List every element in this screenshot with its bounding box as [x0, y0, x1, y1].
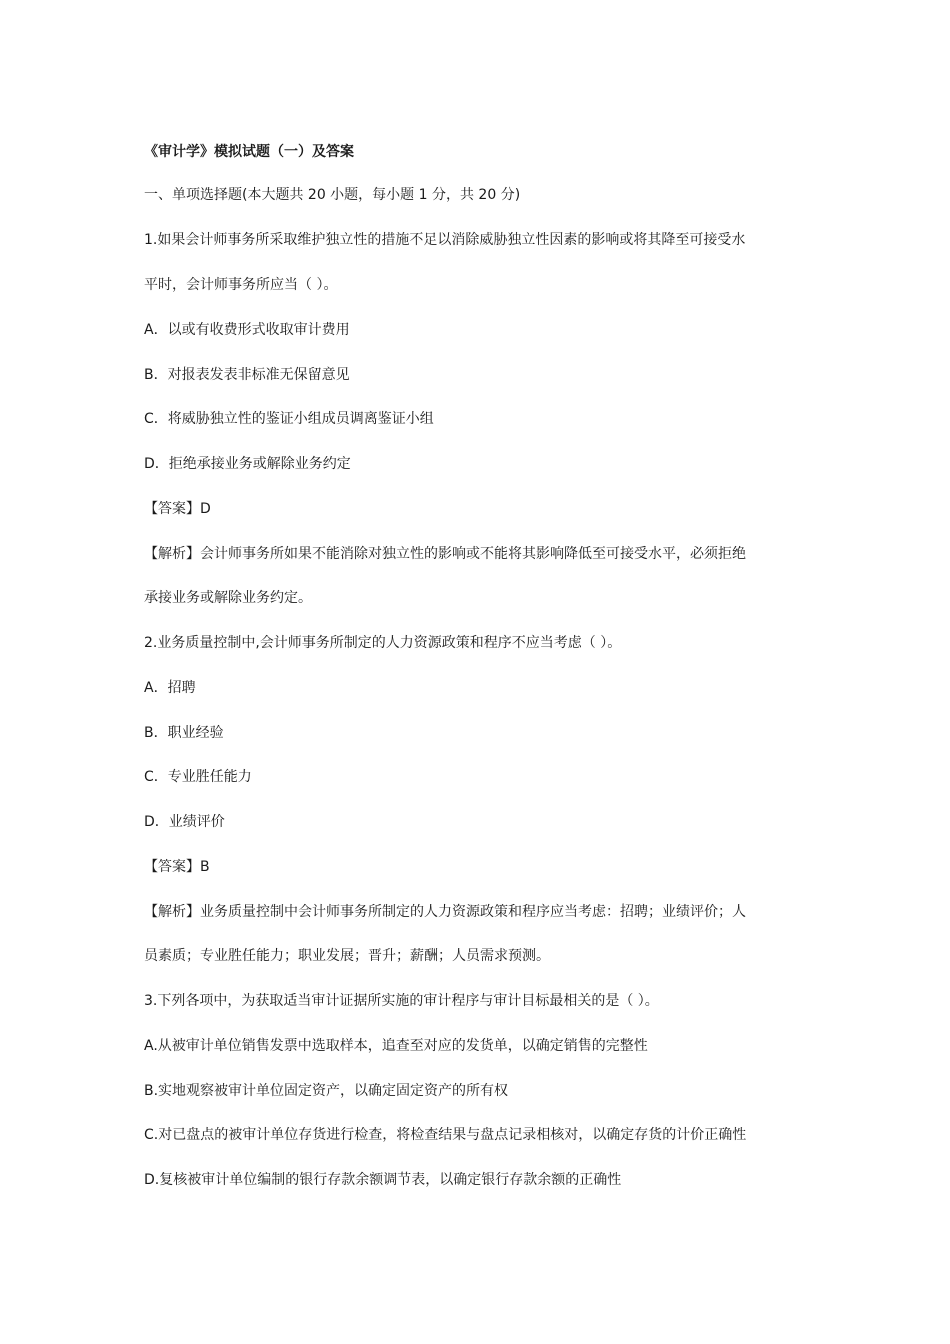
section-heading: 一、单项选择题(本大题共 20 小题，每小题 1 分，共 20 分): [144, 187, 521, 203]
document-title: 《审计学》模拟试题（一）及答案: [144, 144, 354, 160]
question-1-stem-line-1: 1.如果会计师事务所采取维护独立性的措施不足以消除威胁独立性因素的影响或将其降至可接受水: [144, 232, 746, 248]
question-1-analysis-line-1: 【解析】会计师事务所如果不能消除对独立性的影响或不能将其影响降低至可接受水平，必须拒绝: [144, 546, 746, 562]
question-1-stem-line-2: 平时，会计师事务所应当（ ）。: [144, 277, 338, 293]
question-2-option-a: A．招聘: [144, 680, 196, 696]
question-3-option-d: D.复核被审计单位编制的银行存款余额调节表，以确定银行存款余额的正确性: [144, 1172, 622, 1188]
question-3-option-c: C.对已盘点的被审计单位存货进行检查，将检查结果与盘点记录相核对，以确定存货的计价正确性: [144, 1127, 747, 1143]
question-2-answer: 【答案】B: [144, 859, 210, 875]
question-1-option-a: A．以或有收费形式收取审计费用: [144, 322, 350, 338]
question-3-option-b: B.实地观察被审计单位固定资产，以确定固定资产的所有权: [144, 1083, 509, 1099]
question-2-option-b: B．职业经验: [144, 725, 224, 741]
question-2-analysis-line-1: 【解析】业务质量控制中会计师事务所制定的人力资源政策和程序应当考虑：招聘；业绩评价；人: [144, 904, 746, 920]
question-3-option-a: A.从被审计单位销售发票中选取样本，追查至对应的发货单，以确定销售的完整性: [144, 1038, 648, 1054]
question-2-stem: 2.业务质量控制中,会计师事务所制定的人力资源政策和程序不应当考虑（ ）。: [144, 635, 622, 651]
question-1-option-b: B．对报表发表非标准无保留意见: [144, 367, 350, 383]
question-1-answer: 【答案】D: [144, 501, 211, 517]
question-1-option-c: C．将威胁独立性的鉴证小组成员调离鉴证小组: [144, 411, 434, 427]
question-1-option-d: D．拒绝承接业务或解除业务约定: [144, 456, 351, 472]
question-2-analysis-line-2: 员素质；专业胜任能力；职业发展；晋升；薪酬；人员需求预测。: [144, 948, 550, 964]
question-2-option-c: C．专业胜任能力: [144, 769, 252, 785]
question-3-stem: 3.下列各项中，为获取适当审计证据所实施的审计程序与审计目标最相关的是（ ）。: [144, 993, 659, 1009]
question-2-option-d: D．业绩评价: [144, 814, 225, 830]
question-1-analysis-line-2: 承接业务或解除业务约定。: [144, 590, 312, 606]
